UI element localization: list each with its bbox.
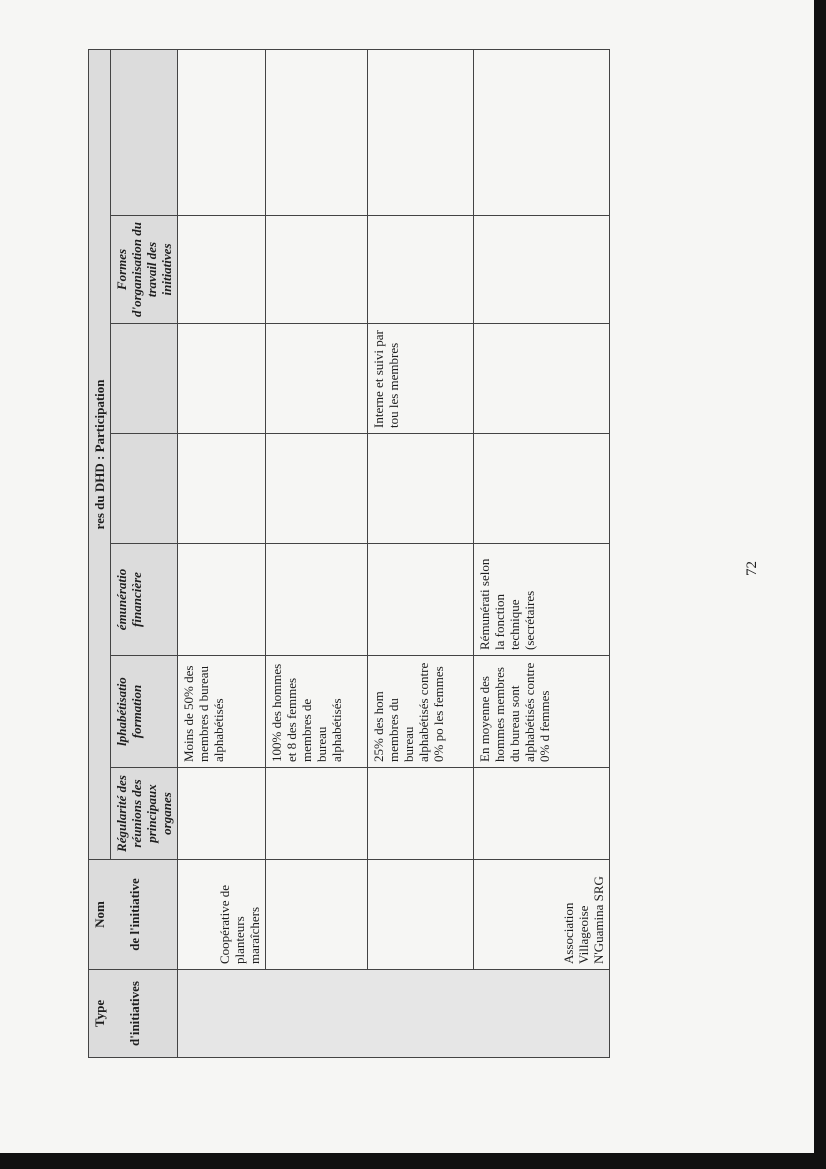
- header-empty-2: [111, 324, 178, 434]
- scan-edge-bottom: [0, 1153, 826, 1169]
- cell-last: [368, 49, 474, 215]
- cell-remuneration: [368, 544, 474, 656]
- cell-regularite: [368, 768, 474, 860]
- cell-regularite: [266, 768, 368, 860]
- cell-type: [178, 970, 610, 1058]
- cell-suivi: [178, 324, 266, 434]
- cell-formes: [474, 216, 610, 324]
- cell-last: [266, 49, 368, 215]
- table-row: [266, 49, 368, 1057]
- header-group-participation: res du DHD : Participation: [89, 49, 111, 859]
- table-row: [474, 49, 610, 1057]
- cell-nom: [368, 860, 474, 970]
- cell-alphabetisation: Moins de 50% des membres d bureau alphabétisés: [178, 656, 266, 768]
- cell-last: [178, 49, 266, 215]
- header-alphabetisation: lphabétisatio formation: [111, 656, 178, 768]
- cell-remuneration: [266, 544, 368, 656]
- cell-regularite: [178, 768, 266, 860]
- participation-table: [88, 50, 606, 1058]
- cell-alphabetisation: En moyenne des hommes membres du bureau sont alphabétisés contre 0% d femmes: [474, 656, 610, 768]
- table-row: [368, 49, 474, 1057]
- header-type: Type d'initiatives: [89, 970, 178, 1058]
- header-empty-3: [111, 49, 178, 215]
- cell-empty: [368, 434, 474, 544]
- cell-formes: [368, 216, 474, 324]
- cell-remuneration: [178, 544, 266, 656]
- cell-regularite: [474, 768, 610, 860]
- header-empty-1: [111, 434, 178, 544]
- cell-suivi: Interne et suivi par tou les membres: [368, 324, 474, 434]
- cell-alphabetisation: 100% des hommes et 8 des femmes membres de bureau alphabétisés: [266, 656, 368, 768]
- cell-empty: [474, 434, 610, 544]
- header-regularite: Régularité des réunions des principaux organes: [111, 768, 178, 860]
- cell-empty: [266, 434, 368, 544]
- cell-suivi: [266, 324, 368, 434]
- cell-suivi: [474, 324, 610, 434]
- cell-alphabetisation: 25% des hom membres du bureau alphabétisés contre 0% po les femmes: [368, 656, 474, 768]
- scan-edge-right: [814, 0, 826, 1169]
- cell-nom: [266, 860, 368, 970]
- cell-formes: [178, 216, 266, 324]
- cell-empty: [178, 434, 266, 544]
- cell-nom: Association Villageoise N'Guamina SRG: [474, 860, 610, 970]
- cell-nom: Coopérative de planteurs maraîchers: [178, 860, 266, 970]
- header-nom: Nom de l'initiative: [89, 860, 178, 970]
- page-number: 72: [744, 561, 760, 576]
- cell-formes: [266, 216, 368, 324]
- cell-remuneration: Rémunérati selon la fonction technique (secrétaires: [474, 544, 610, 656]
- table-row: [178, 49, 266, 1057]
- header-remuneration: émunératio financière: [111, 544, 178, 656]
- header-formes: Formes d'organisation du travail des initiatives: [111, 216, 178, 324]
- cell-last: [474, 49, 610, 215]
